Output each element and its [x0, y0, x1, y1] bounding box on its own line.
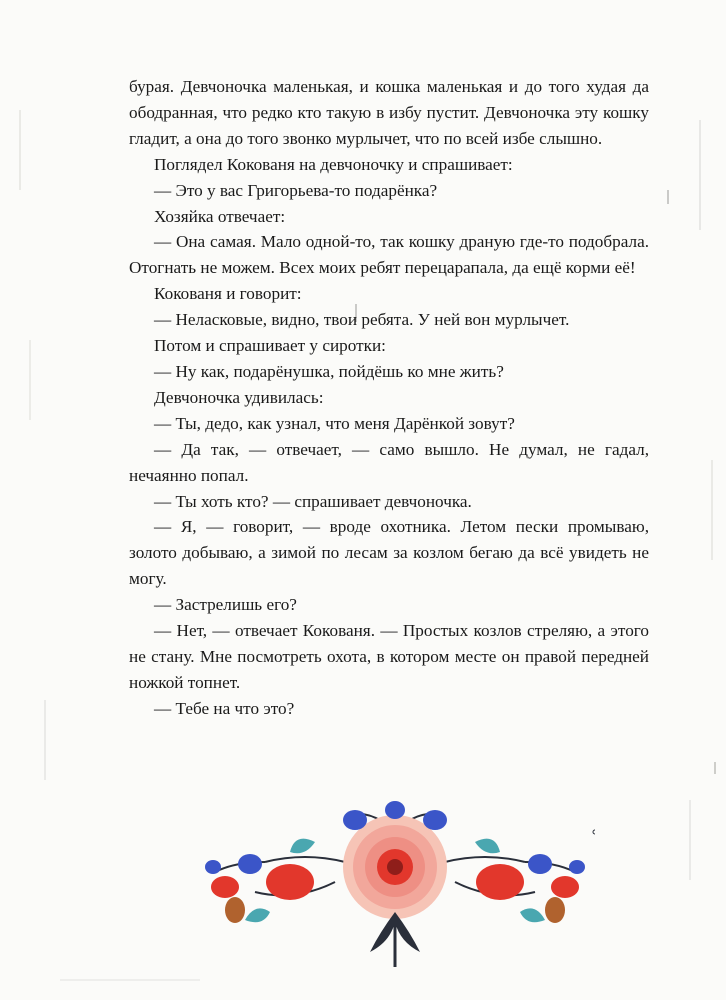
paragraph: Хозяйка отвечает: [154, 206, 286, 226]
paragraph: — Ты, дедо, как узнал, что меня Дарёнкой зовут? [154, 413, 515, 433]
paragraph: — Она самая. Мало одной-то, так кошку драную где-то подобрала. Отогнать не можем. Всех моих ребят перецарапала, да ещё корми её! [129, 232, 649, 278]
paragraph: Девчоночка удивилась: [154, 387, 324, 407]
paragraph: — Нет, — отвечает Кокованя. — Простых козлов стреляю, а этого не стану. Мне посмотреть охота, в котором месте он правой передней ножкой топнет. [129, 621, 649, 692]
paragraph: — Это у вас Григорьева-то подарёнка? [154, 180, 438, 200]
paragraph: Потом и спрашивает у сиротки: [154, 336, 386, 356]
paragraph: бурая. Девчоночка маленькая, и кошка маленькая и до того худая да ободранная, что редко кто такую в избу пустит. Девчоночка эту кошку гладит, а она до того звонко мурлычет, что по всей избе слышно. [129, 77, 649, 148]
paragraph: Поглядел Кокованя на девчоночку и спрашивает: [154, 154, 513, 174]
floral-folk-ornament-icon [195, 792, 595, 972]
paragraph: — Неласковые, видно, твои ребята. У ней вон мурлычет. [154, 310, 570, 330]
paragraph: — Тебе на что это? [154, 698, 295, 718]
paragraph: Кокованя и говорит: [154, 284, 302, 304]
paragraph: — Ты хоть кто? — спрашивает девчоночка. [154, 491, 472, 511]
paragraph: — Застрелишь его? [154, 595, 297, 615]
paragraph: — Да так, — отвечает, — само вышло. Не думал, не гадал, нечаянно попал. [129, 439, 649, 485]
paragraph: — Я, — говорит, — вроде охотника. Летом пески промываю, золото добываю, а зимой по лесам за козлом бегаю да всё увидеть не могу. [129, 517, 649, 589]
paragraph: — Ну как, подарёнушка, пойдёшь ко мне жить? [154, 361, 504, 381]
story-text [129, 74, 649, 722]
